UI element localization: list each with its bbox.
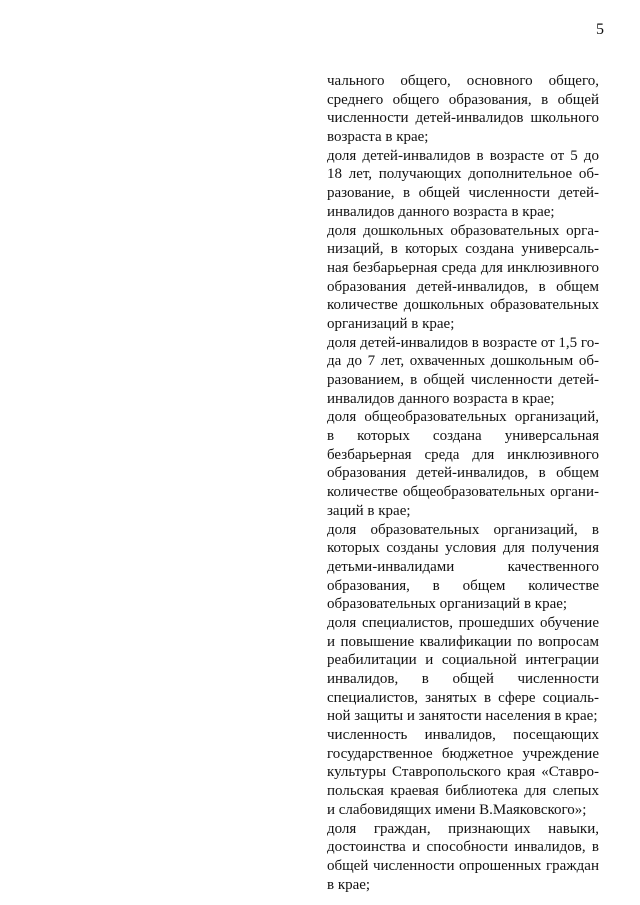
text-line: достоинства и способности инвалидов, в xyxy=(327,839,599,856)
text-line: инвалидов данного возраста в крае; xyxy=(327,390,555,407)
text-line: среднего общего образования, в общей xyxy=(327,91,599,108)
text-line: государственное бюджетное учреждение xyxy=(327,745,599,762)
text-line: и повышение квалификации по вопросам xyxy=(327,633,599,650)
text-line: заций в крае; xyxy=(327,502,411,519)
text-line: образования детей-инвалидов, в общем xyxy=(327,278,599,295)
text-line: низаций, в которых создана универсаль- xyxy=(327,241,599,258)
text-line: в крае; xyxy=(327,876,371,893)
text-line: численность инвалидов, посещающих xyxy=(327,727,599,744)
text-line: образования, в общем количестве xyxy=(327,577,599,594)
text-line: доля детей-инвалидов в возрасте от 1,5 го- xyxy=(327,334,599,351)
text-line: образования детей-инвалидов, в общем xyxy=(327,465,599,482)
text-line: образовательных организаций в крае; xyxy=(327,596,568,613)
text-line: доля общеобразовательных организаций, xyxy=(327,409,599,426)
text-line: детьми-инвалидами качественного xyxy=(327,558,599,575)
text-line: чального общего, основного общего, xyxy=(327,73,599,89)
text-line: культуры Ставропольского края «Ставро- xyxy=(327,764,599,781)
text-line: ной защиты и занятости населения в крае; xyxy=(327,708,598,725)
text-line: да до 7 лет, охваченных дошкольным об- xyxy=(327,353,599,370)
text-line: ная безбарьерная среда для инклюзивного xyxy=(327,259,599,276)
text-line: доля образовательных организаций, в xyxy=(327,521,599,538)
text-line: количестве дошкольных образовательных xyxy=(327,297,599,314)
text-line: в которых создана универсальная xyxy=(327,428,599,445)
text-line: количестве общеобразовательных органи- xyxy=(327,484,599,501)
text-line: доля граждан, признающих навыки, xyxy=(327,820,599,837)
text-line: разованием, в общей численности детей- xyxy=(327,372,599,388)
document-body-text xyxy=(327,72,599,894)
text-line: реабилитации и социальной интеграции xyxy=(327,652,599,669)
page-number: 5 xyxy=(596,21,604,38)
text-line: доля специалистов, прошедших обучение xyxy=(327,614,599,631)
text-line: возраста в крае; xyxy=(327,129,429,146)
text-line: доля детей-инвалидов в возрасте от 5 до xyxy=(327,147,599,164)
text-line: инвалидов данного возраста в крае; xyxy=(327,203,555,220)
text-line: польская краевая библиотека для слепых xyxy=(327,783,599,800)
text-line: разование, в общей численности детей- xyxy=(327,185,599,202)
text-line: специалистов, занятых в сфере социаль- xyxy=(327,689,599,706)
text-line: безбарьерная среда для инклюзивного xyxy=(327,446,599,463)
text-line: доля дошкольных образовательных орга- xyxy=(327,222,599,239)
text-line: общей численности опрошенных граждан xyxy=(327,857,599,874)
text-line: которых созданы условия для получения xyxy=(327,540,599,557)
text-line: инвалидов, в общей численности xyxy=(327,671,599,687)
text-line: организаций в крае; xyxy=(327,315,455,332)
text-line: 18 лет, получающих дополнительное об- xyxy=(327,166,599,183)
text-line: и слабовидящих имени В.Маяковского»; xyxy=(327,801,587,818)
text-line: численности детей-инвалидов школьного xyxy=(327,110,599,127)
